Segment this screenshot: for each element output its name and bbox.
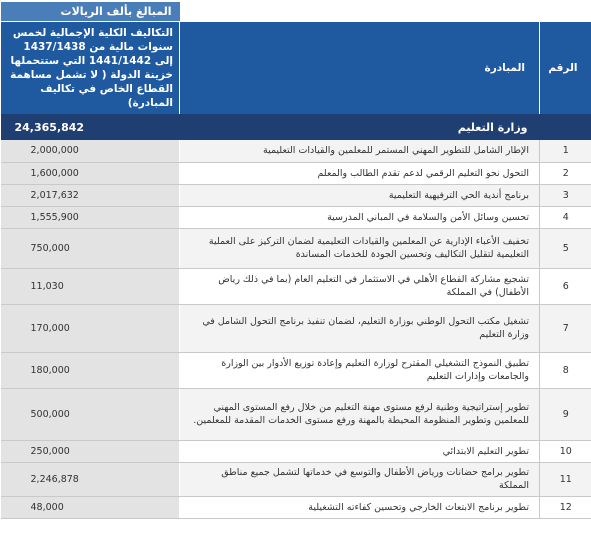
row-initiative-text: تحسين وسائل الأمن والسلامة في المباني المدرسية	[180, 206, 540, 228]
table-row	[1, 352, 591, 388]
row-number: 12	[540, 496, 591, 518]
caption-cell	[1, 0, 180, 22]
row-initiative-text: تطوير برامج حضانات ورياض الأطفال والتوسع في خدماتها لتشمل جميع مناطق المملكة	[180, 462, 540, 496]
row-initiative-text: تطبيق النموذج التشغيلي المقترح لوزارة التعليم وإعادة توزيع الأدوار بين الوزارة والجامعات وإدارات التعليم	[180, 352, 540, 388]
row-number: 7	[540, 304, 591, 352]
row-number: 9	[540, 388, 591, 440]
table-row	[1, 228, 591, 268]
header-row	[1, 22, 591, 114]
row-number: 3	[540, 184, 591, 206]
row-initiative-text: تشغيل مكتب التحول الوطني بوزارة التعليم، لضمان تنفيذ برنامج التحول الشامل في وزارة التعليم	[180, 304, 540, 352]
row-cost-value: 750,000	[1, 228, 180, 268]
row-number: 11	[540, 462, 591, 496]
row-number: 5	[540, 228, 591, 268]
initiatives-body	[1, 140, 591, 518]
ministry-total: 24,365,842	[1, 114, 180, 140]
row-initiative-text: تطوير إستراتيجية وطنية لرفع مستوى مهنة التعليم من خلال رفع المستوى المهني للمعلمين وتطوير المنظومة المحيطة بالمهنة ورفع مستوى الخدمات المقدمة للمعلمين.	[180, 388, 540, 440]
row-initiative-text: تشجيع مشاركة القطاع الأهلي في الاستثمار في التعليم العام (بما في ذلك رياض الأطفال) في المملكة	[180, 268, 540, 304]
amounts-caption: المبالغ بألف الريالات	[1, 2, 180, 21]
row-number: 6	[540, 268, 591, 304]
row-cost-value: 2,000,000	[1, 140, 180, 162]
header-total-cost: التكاليف الكلية الإجمالية لخمس سنوات مالية من 1437/1438 إلى 1441/1442 التي ستتحملها خزينة الدولة ( لا تشمل مساهمة القطاع الخاص في تكاليف المبادرة)	[1, 22, 180, 114]
caption-row	[1, 0, 591, 22]
row-number: 4	[540, 206, 591, 228]
row-cost-value: 1,600,000	[1, 162, 180, 184]
ministry-name: وزارة التعليم	[180, 114, 540, 140]
row-initiative-text: الإطار الشامل للتطوير المهني المستمر للمعلمين والقيادات التعليمية	[180, 140, 540, 162]
row-cost-value: 500,000	[1, 388, 180, 440]
row-cost-value: 170,000	[1, 304, 180, 352]
table-row	[1, 388, 591, 440]
header-initiative: المبادرة	[180, 22, 540, 114]
row-number: 2	[540, 162, 591, 184]
ministry-row	[1, 114, 591, 140]
table-row	[1, 162, 591, 184]
table-row	[1, 268, 591, 304]
row-initiative-text: برنامج أندية الحي الترفيهية التعليمية	[180, 184, 540, 206]
row-initiative-text: تخفيف الأعباء الإدارية عن المعلمين والقيادات التعليمية لضمان التركيز على العملية التعليمية لتقليل التكاليف وتحسين الجودة للخدمات المساندة	[180, 228, 540, 268]
row-cost-value: 2,017,632	[1, 184, 180, 206]
table-row	[1, 304, 591, 352]
row-cost-value: 2,246,878	[1, 462, 180, 496]
row-number: 1	[540, 140, 591, 162]
row-cost-value: 250,000	[1, 440, 180, 462]
table-row	[1, 440, 591, 462]
row-cost-value: 180,000	[1, 352, 180, 388]
table-row	[1, 206, 591, 228]
row-number: 10	[540, 440, 591, 462]
table-row	[1, 140, 591, 162]
row-cost-value: 48,000	[1, 496, 180, 518]
table-row	[1, 496, 591, 518]
header-number: الرقم	[540, 22, 591, 114]
table-row	[1, 184, 591, 206]
table-row	[1, 462, 591, 496]
row-initiative-text: تطوير التعليم الابتدائي	[180, 440, 540, 462]
row-cost-value: 11,030	[1, 268, 180, 304]
row-cost-value: 1,555,900	[1, 206, 180, 228]
row-number: 8	[540, 352, 591, 388]
row-initiative-text: تطوير برنامج الابتعاث الخارجي وتحسين كفاءته التشغيلية	[180, 496, 540, 518]
row-initiative-text: التحول نحو التعليم الرقمي لدعم تقدم الطالب والمعلم	[180, 162, 540, 184]
